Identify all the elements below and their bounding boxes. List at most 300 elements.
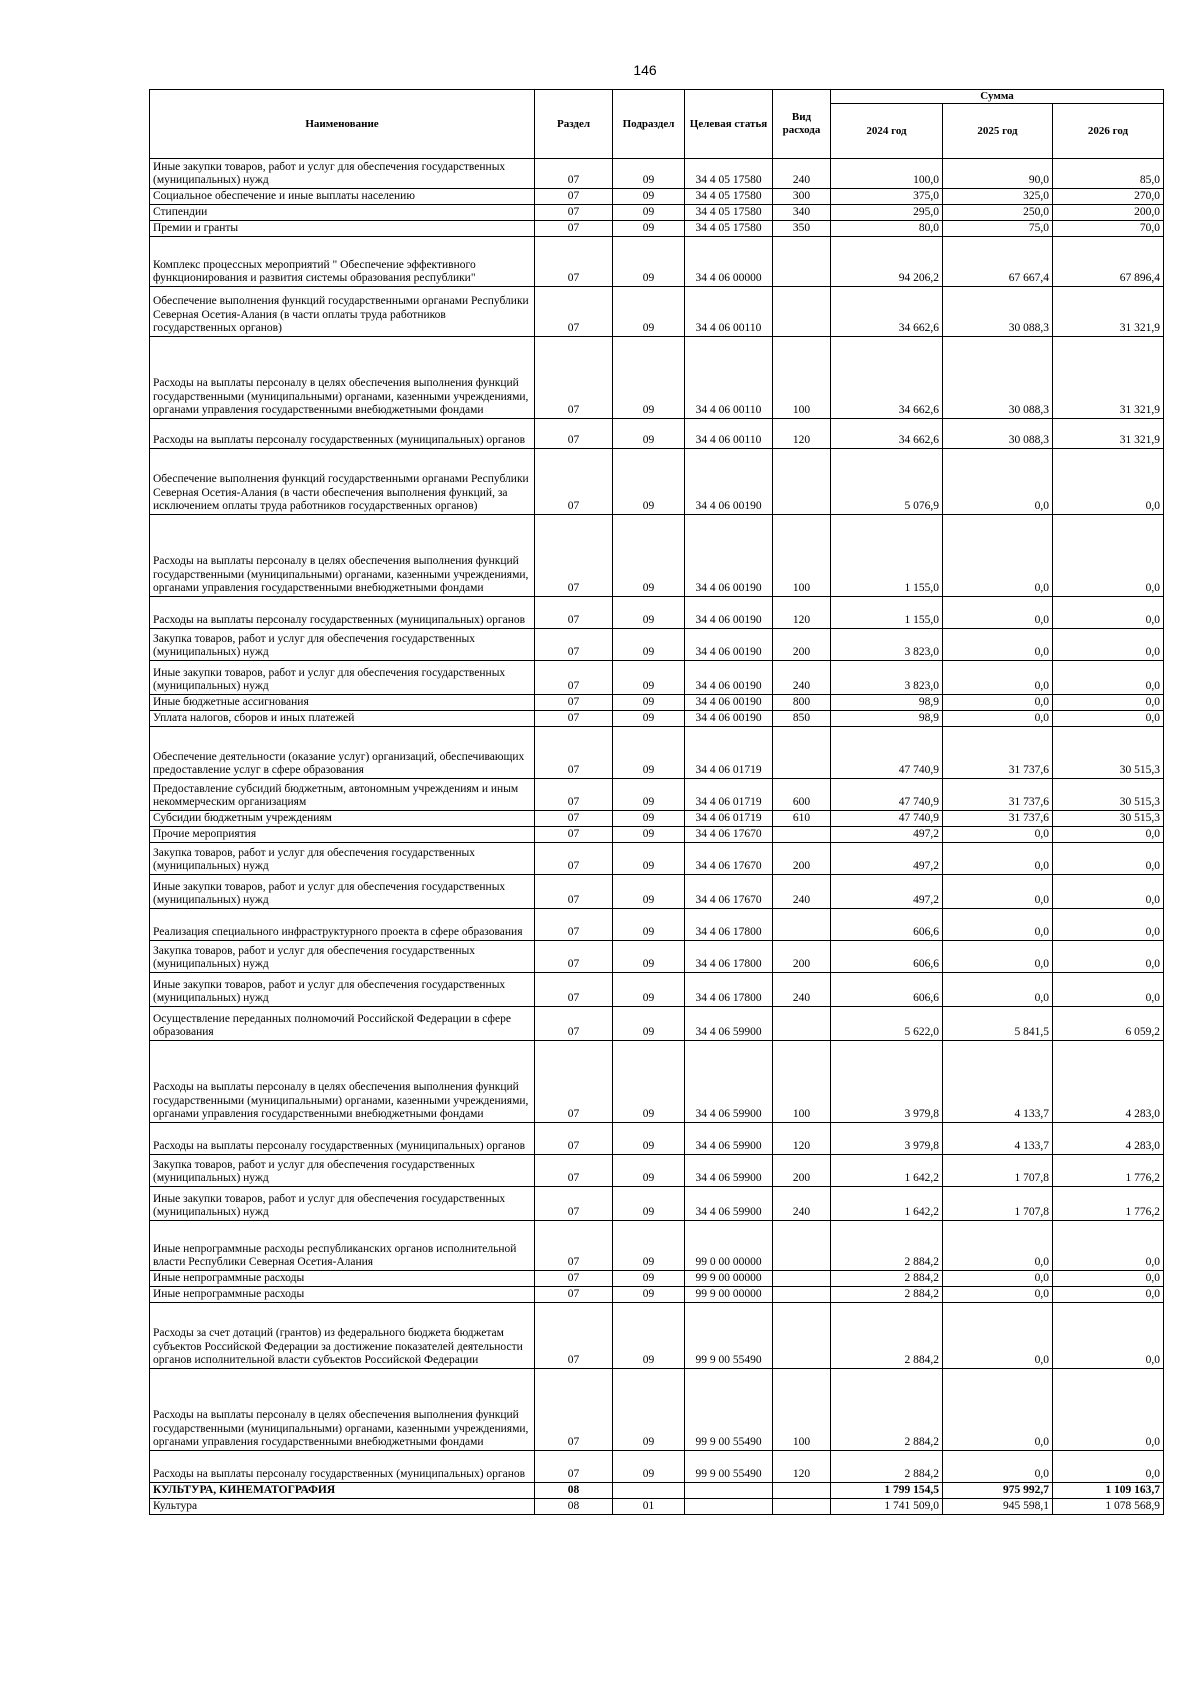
table-body xyxy=(150,159,1164,1515)
cell-podrazdel: 09 xyxy=(613,727,685,779)
cell-2025: 31 737,6 xyxy=(943,779,1053,811)
cell-celevaya: 34 4 06 17670 xyxy=(685,843,773,875)
table-row xyxy=(150,779,1164,811)
cell-2024: 3 979,8 xyxy=(831,1123,943,1155)
cell-2026: 0,0 xyxy=(1053,597,1164,629)
cell-vid xyxy=(773,1287,831,1303)
cell-2024: 2 884,2 xyxy=(831,1369,943,1451)
cell-podrazdel: 09 xyxy=(613,1041,685,1123)
cell-name: Реализация специального инфраструктурного проекта в сфере образования xyxy=(150,909,535,941)
cell-2025: 0,0 xyxy=(943,1271,1053,1287)
cell-razdel: 07 xyxy=(535,287,613,337)
budget-table xyxy=(149,89,1164,1515)
cell-2024: 606,6 xyxy=(831,909,943,941)
cell-celevaya: 34 4 06 17800 xyxy=(685,909,773,941)
cell-celevaya: 34 4 06 00190 xyxy=(685,711,773,727)
cell-podrazdel: 09 xyxy=(613,811,685,827)
cell-razdel: 07 xyxy=(535,909,613,941)
cell-celevaya: 34 4 06 59900 xyxy=(685,1007,773,1041)
cell-2026: 67 896,4 xyxy=(1053,237,1164,287)
cell-celevaya xyxy=(685,1499,773,1515)
cell-razdel: 07 xyxy=(535,205,613,221)
table-row xyxy=(150,1271,1164,1287)
cell-razdel: 08 xyxy=(535,1499,613,1515)
cell-razdel: 07 xyxy=(535,661,613,695)
cell-2026: 0,0 xyxy=(1053,629,1164,661)
cell-2025: 31 737,6 xyxy=(943,727,1053,779)
cell-vid xyxy=(773,827,831,843)
header-vid: Вид расхода xyxy=(773,90,831,159)
cell-celevaya: 34 4 05 17580 xyxy=(685,221,773,237)
header-name: Наименование xyxy=(150,90,535,159)
cell-vid xyxy=(773,727,831,779)
cell-vid: 610 xyxy=(773,811,831,827)
table-row xyxy=(150,337,1164,419)
cell-2024: 375,0 xyxy=(831,189,943,205)
cell-podrazdel: 09 xyxy=(613,337,685,419)
cell-2026: 1 776,2 xyxy=(1053,1187,1164,1221)
cell-razdel: 07 xyxy=(535,1007,613,1041)
cell-podrazdel: 01 xyxy=(613,1499,685,1515)
cell-2025: 0,0 xyxy=(943,661,1053,695)
cell-vid: 240 xyxy=(773,875,831,909)
cell-celevaya: 99 0 00 00000 xyxy=(685,1221,773,1271)
cell-celevaya xyxy=(685,1483,773,1499)
table-row xyxy=(150,1303,1164,1369)
cell-name: Комплекс процессных мероприятий " Обеспечение эффективного функционирования и развития системы образования республики" xyxy=(150,237,535,287)
cell-name: Расходы на выплаты персоналу государственных (муниципальных) органов xyxy=(150,1451,535,1483)
cell-2026: 1 109 163,7 xyxy=(1053,1483,1164,1499)
cell-vid xyxy=(773,909,831,941)
cell-vid: 120 xyxy=(773,1451,831,1483)
table-row xyxy=(150,1155,1164,1187)
cell-2026: 0,0 xyxy=(1053,695,1164,711)
table-row xyxy=(150,875,1164,909)
cell-podrazdel: 09 xyxy=(613,449,685,515)
cell-vid xyxy=(773,237,831,287)
cell-celevaya: 34 4 06 17670 xyxy=(685,875,773,909)
cell-celevaya: 99 9 00 00000 xyxy=(685,1271,773,1287)
cell-podrazdel: 09 xyxy=(613,711,685,727)
cell-2026: 0,0 xyxy=(1053,1271,1164,1287)
cell-vid: 800 xyxy=(773,695,831,711)
cell-celevaya: 34 4 06 01719 xyxy=(685,811,773,827)
table-row xyxy=(150,811,1164,827)
cell-2024: 34 662,6 xyxy=(831,337,943,419)
cell-podrazdel: 09 xyxy=(613,419,685,449)
cell-celevaya: 34 4 06 00110 xyxy=(685,287,773,337)
cell-podrazdel: 09 xyxy=(613,237,685,287)
cell-2025: 325,0 xyxy=(943,189,1053,205)
cell-name: Иные закупки товаров, работ и услуг для обеспечения государственных (муниципальных) нужд xyxy=(150,159,535,189)
cell-2026: 0,0 xyxy=(1053,827,1164,843)
cell-podrazdel: 09 xyxy=(613,661,685,695)
cell-razdel: 07 xyxy=(535,597,613,629)
cell-razdel: 07 xyxy=(535,875,613,909)
cell-2024: 1 155,0 xyxy=(831,597,943,629)
table-row xyxy=(150,515,1164,597)
table-row xyxy=(150,205,1164,221)
cell-2024: 3 823,0 xyxy=(831,629,943,661)
cell-razdel: 07 xyxy=(535,727,613,779)
cell-razdel: 07 xyxy=(535,1155,613,1187)
cell-vid: 240 xyxy=(773,1187,831,1221)
cell-name: Иные закупки товаров, работ и услуг для обеспечения государственных (муниципальных) нужд xyxy=(150,973,535,1007)
cell-2025: 30 088,3 xyxy=(943,419,1053,449)
cell-2026: 4 283,0 xyxy=(1053,1041,1164,1123)
cell-podrazdel: 09 xyxy=(613,189,685,205)
cell-vid: 100 xyxy=(773,337,831,419)
cell-2025: 4 133,7 xyxy=(943,1041,1053,1123)
cell-razdel: 07 xyxy=(535,1271,613,1287)
cell-2024: 2 884,2 xyxy=(831,1287,943,1303)
cell-name: Уплата налогов, сборов и иных платежей xyxy=(150,711,535,727)
cell-2025: 0,0 xyxy=(943,1303,1053,1369)
cell-2025: 0,0 xyxy=(943,909,1053,941)
table-row xyxy=(150,661,1164,695)
cell-podrazdel xyxy=(613,1483,685,1499)
cell-name: Расходы на выплаты персоналу в целях обеспечения выполнения функций государственными (муниципальными) органами, казенными учреждениями, органами управления государственными внебюджетными фондами xyxy=(150,337,535,419)
cell-vid: 100 xyxy=(773,1041,831,1123)
cell-2024: 606,6 xyxy=(831,941,943,973)
cell-2026: 1 078 568,9 xyxy=(1053,1499,1164,1515)
cell-2025: 90,0 xyxy=(943,159,1053,189)
cell-name: Расходы на выплаты персоналу государственных (муниципальных) органов xyxy=(150,597,535,629)
cell-podrazdel: 09 xyxy=(613,1271,685,1287)
table-row xyxy=(150,941,1164,973)
cell-2024: 94 206,2 xyxy=(831,237,943,287)
table-row xyxy=(150,1483,1164,1499)
cell-podrazdel: 09 xyxy=(613,159,685,189)
cell-name: Субсидии бюджетным учреждениям xyxy=(150,811,535,827)
cell-2026: 270,0 xyxy=(1053,189,1164,205)
cell-podrazdel: 09 xyxy=(613,515,685,597)
cell-2026: 0,0 xyxy=(1053,1287,1164,1303)
cell-celevaya: 99 9 00 55490 xyxy=(685,1303,773,1369)
table-row xyxy=(150,189,1164,205)
cell-2026: 0,0 xyxy=(1053,1369,1164,1451)
cell-vid xyxy=(773,1303,831,1369)
table-row xyxy=(150,287,1164,337)
table-row xyxy=(150,727,1164,779)
cell-name: Осуществление переданных полномочий Российской Федерации в сфере образования xyxy=(150,1007,535,1041)
cell-2024: 100,0 xyxy=(831,159,943,189)
cell-name: Расходы на выплаты персоналу государственных (муниципальных) органов xyxy=(150,1123,535,1155)
cell-razdel: 07 xyxy=(535,1369,613,1451)
cell-podrazdel: 09 xyxy=(613,875,685,909)
cell-celevaya: 34 4 05 17580 xyxy=(685,189,773,205)
cell-razdel: 07 xyxy=(535,515,613,597)
table-row xyxy=(150,1007,1164,1041)
cell-podrazdel: 09 xyxy=(613,205,685,221)
cell-celevaya: 99 9 00 55490 xyxy=(685,1451,773,1483)
cell-2026: 30 515,3 xyxy=(1053,727,1164,779)
cell-name: Иные бюджетные ассигнования xyxy=(150,695,535,711)
cell-razdel: 07 xyxy=(535,237,613,287)
cell-razdel: 07 xyxy=(535,1287,613,1303)
cell-razdel: 07 xyxy=(535,1041,613,1123)
cell-2025: 0,0 xyxy=(943,1287,1053,1303)
cell-celevaya: 99 9 00 00000 xyxy=(685,1287,773,1303)
cell-celevaya: 34 4 06 00110 xyxy=(685,337,773,419)
cell-2024: 5 076,9 xyxy=(831,449,943,515)
cell-2024: 606,6 xyxy=(831,973,943,1007)
cell-2024: 98,9 xyxy=(831,695,943,711)
cell-vid: 200 xyxy=(773,1155,831,1187)
cell-2025: 30 088,3 xyxy=(943,287,1053,337)
cell-vid xyxy=(773,1007,831,1041)
cell-vid: 120 xyxy=(773,597,831,629)
table-row xyxy=(150,419,1164,449)
cell-2025: 975 992,7 xyxy=(943,1483,1053,1499)
cell-celevaya: 34 4 06 00190 xyxy=(685,597,773,629)
table-row xyxy=(150,237,1164,287)
table-row xyxy=(150,1123,1164,1155)
cell-vid xyxy=(773,1271,831,1287)
cell-razdel: 08 xyxy=(535,1483,613,1499)
cell-2025: 0,0 xyxy=(943,827,1053,843)
cell-podrazdel: 09 xyxy=(613,779,685,811)
cell-2024: 3 823,0 xyxy=(831,661,943,695)
cell-name: Иные закупки товаров, работ и услуг для обеспечения государственных (муниципальных) нужд xyxy=(150,1187,535,1221)
cell-celevaya: 34 4 06 00190 xyxy=(685,661,773,695)
cell-2025: 0,0 xyxy=(943,1451,1053,1483)
cell-2025: 1 707,8 xyxy=(943,1187,1053,1221)
cell-name: Расходы на выплаты персоналу государственных (муниципальных) органов xyxy=(150,419,535,449)
cell-razdel: 07 xyxy=(535,221,613,237)
cell-name: Иные непрограммные расходы xyxy=(150,1271,535,1287)
cell-celevaya: 34 4 05 17580 xyxy=(685,205,773,221)
cell-2025: 30 088,3 xyxy=(943,337,1053,419)
cell-vid: 100 xyxy=(773,1369,831,1451)
cell-razdel: 07 xyxy=(535,1303,613,1369)
table-row xyxy=(150,711,1164,727)
cell-2024: 47 740,9 xyxy=(831,811,943,827)
cell-2024: 47 740,9 xyxy=(831,779,943,811)
cell-celevaya: 34 4 06 59900 xyxy=(685,1041,773,1123)
cell-razdel: 07 xyxy=(535,973,613,1007)
cell-vid: 600 xyxy=(773,779,831,811)
cell-podrazdel: 09 xyxy=(613,1007,685,1041)
cell-razdel: 07 xyxy=(535,419,613,449)
cell-2026: 0,0 xyxy=(1053,843,1164,875)
cell-2026: 0,0 xyxy=(1053,941,1164,973)
cell-razdel: 07 xyxy=(535,843,613,875)
table-row xyxy=(150,1369,1164,1451)
cell-2026: 0,0 xyxy=(1053,1303,1164,1369)
cell-2026: 0,0 xyxy=(1053,1221,1164,1271)
cell-razdel: 07 xyxy=(535,1221,613,1271)
cell-2025: 0,0 xyxy=(943,1369,1053,1451)
cell-name: Социальное обеспечение и иные выплаты населению xyxy=(150,189,535,205)
table-row xyxy=(150,1499,1164,1515)
cell-vid: 200 xyxy=(773,941,831,973)
cell-vid: 120 xyxy=(773,1123,831,1155)
cell-2024: 80,0 xyxy=(831,221,943,237)
cell-name: Обеспечение деятельности (оказание услуг) организаций, обеспечивающих предоставление услуг в сфере образования xyxy=(150,727,535,779)
cell-2025: 0,0 xyxy=(943,515,1053,597)
cell-podrazdel: 09 xyxy=(613,1287,685,1303)
cell-vid xyxy=(773,287,831,337)
cell-2025: 0,0 xyxy=(943,1221,1053,1271)
cell-name: Иные непрограммные расходы республиканских органов исполнительной власти Республики Северная Осетия-Алания xyxy=(150,1221,535,1271)
cell-2024: 34 662,6 xyxy=(831,287,943,337)
table-row xyxy=(150,1287,1164,1303)
cell-2024: 3 979,8 xyxy=(831,1041,943,1123)
cell-vid xyxy=(773,1499,831,1515)
cell-2026: 0,0 xyxy=(1053,909,1164,941)
cell-2025: 0,0 xyxy=(943,843,1053,875)
cell-2026: 30 515,3 xyxy=(1053,811,1164,827)
cell-2024: 1 741 509,0 xyxy=(831,1499,943,1515)
cell-podrazdel: 09 xyxy=(613,1303,685,1369)
cell-vid: 240 xyxy=(773,159,831,189)
cell-podrazdel: 09 xyxy=(613,1155,685,1187)
cell-razdel: 07 xyxy=(535,449,613,515)
cell-name: Иные непрограммные расходы xyxy=(150,1287,535,1303)
cell-2026: 0,0 xyxy=(1053,711,1164,727)
cell-podrazdel: 09 xyxy=(613,1123,685,1155)
header-2025: 2025 год xyxy=(943,104,1053,159)
cell-vid xyxy=(773,1483,831,1499)
cell-celevaya: 34 4 06 01719 xyxy=(685,779,773,811)
cell-name: Обеспечение выполнения функций государственными органами Республики Северная Осетия-Алания (в части обеспечения выполнения функций, за исключением оплаты труда работников государственных органов) xyxy=(150,449,535,515)
cell-name: Обеспечение выполнения функций государственными органами Республики Северная Осетия-Алания (в части оплаты труда работников государственных органов) xyxy=(150,287,535,337)
cell-vid: 100 xyxy=(773,515,831,597)
cell-celevaya: 34 4 06 00190 xyxy=(685,629,773,661)
cell-name: Расходы за счет дотаций (грантов) из федерального бюджета бюджетам субъектов Российской Федерации за достижение показателей деятельности органов исполнительной власти субъектов Российской Федерации xyxy=(150,1303,535,1369)
cell-podrazdel: 09 xyxy=(613,287,685,337)
header-2026: 2026 год xyxy=(1053,104,1164,159)
cell-podrazdel: 09 xyxy=(613,1187,685,1221)
table-row xyxy=(150,1221,1164,1271)
table-row xyxy=(150,695,1164,711)
cell-celevaya: 99 9 00 55490 xyxy=(685,1369,773,1451)
cell-podrazdel: 09 xyxy=(613,827,685,843)
cell-celevaya: 34 4 06 59900 xyxy=(685,1187,773,1221)
table-row xyxy=(150,843,1164,875)
table-row xyxy=(150,1041,1164,1123)
cell-name: Расходы на выплаты персоналу в целях обеспечения выполнения функций государственными (муниципальными) органами, казенными учреждениями, органами управления государственными внебюджетными фондами xyxy=(150,515,535,597)
cell-2024: 98,9 xyxy=(831,711,943,727)
cell-name: Премии и гранты xyxy=(150,221,535,237)
cell-celevaya: 34 4 06 17670 xyxy=(685,827,773,843)
cell-celevaya: 34 4 05 17580 xyxy=(685,159,773,189)
cell-vid: 850 xyxy=(773,711,831,727)
cell-2025: 0,0 xyxy=(943,695,1053,711)
cell-razdel: 07 xyxy=(535,629,613,661)
cell-2026: 0,0 xyxy=(1053,875,1164,909)
cell-celevaya: 34 4 06 00190 xyxy=(685,449,773,515)
table-row xyxy=(150,449,1164,515)
cell-2024: 497,2 xyxy=(831,827,943,843)
table-row xyxy=(150,1451,1164,1483)
cell-2026: 31 321,9 xyxy=(1053,337,1164,419)
cell-razdel: 07 xyxy=(535,827,613,843)
cell-2024: 1 642,2 xyxy=(831,1155,943,1187)
cell-podrazdel: 09 xyxy=(613,973,685,1007)
cell-razdel: 07 xyxy=(535,1123,613,1155)
cell-2026: 0,0 xyxy=(1053,515,1164,597)
cell-2024: 2 884,2 xyxy=(831,1451,943,1483)
cell-razdel: 07 xyxy=(535,159,613,189)
cell-2025: 75,0 xyxy=(943,221,1053,237)
cell-2024: 497,2 xyxy=(831,875,943,909)
cell-2025: 0,0 xyxy=(943,973,1053,1007)
page-number: 146 xyxy=(633,62,657,78)
table-row xyxy=(150,909,1164,941)
cell-2024: 2 884,2 xyxy=(831,1271,943,1287)
cell-name: Расходы на выплаты персоналу в целях обеспечения выполнения функций государственными (муниципальными) органами, казенными учреждениями, органами управления государственными внебюджетными фондами xyxy=(150,1041,535,1123)
cell-vid: 300 xyxy=(773,189,831,205)
header-celevaya: Целевая статья xyxy=(685,90,773,159)
cell-name: Предоставление субсидий бюджетным, автономным учреждениям и иным некоммерческим организациям xyxy=(150,779,535,811)
header-podrazdel: Подраздел xyxy=(613,90,685,159)
table-row xyxy=(150,597,1164,629)
cell-2026: 30 515,3 xyxy=(1053,779,1164,811)
cell-podrazdel: 09 xyxy=(613,221,685,237)
cell-2025: 0,0 xyxy=(943,629,1053,661)
cell-celevaya: 34 4 06 00110 xyxy=(685,419,773,449)
cell-2025: 1 707,8 xyxy=(943,1155,1053,1187)
cell-celevaya: 34 4 06 17800 xyxy=(685,941,773,973)
cell-name: КУЛЬТУРА, КИНЕМАТОГРАФИЯ xyxy=(150,1483,535,1499)
table-row xyxy=(150,827,1164,843)
cell-2024: 2 884,2 xyxy=(831,1303,943,1369)
cell-2025: 0,0 xyxy=(943,711,1053,727)
cell-podrazdel: 09 xyxy=(613,1221,685,1271)
cell-razdel: 07 xyxy=(535,189,613,205)
cell-vid: 240 xyxy=(773,661,831,695)
cell-2026: 31 321,9 xyxy=(1053,419,1164,449)
cell-vid xyxy=(773,449,831,515)
cell-vid: 240 xyxy=(773,973,831,1007)
cell-name: Закупка товаров, работ и услуг для обеспечения государственных (муниципальных) нужд xyxy=(150,629,535,661)
cell-2025: 4 133,7 xyxy=(943,1123,1053,1155)
cell-podrazdel: 09 xyxy=(613,629,685,661)
cell-razdel: 07 xyxy=(535,337,613,419)
cell-razdel: 07 xyxy=(535,811,613,827)
header-2024: 2024 год xyxy=(831,104,943,159)
cell-razdel: 07 xyxy=(535,1451,613,1483)
header-summa: Сумма xyxy=(831,90,1164,104)
cell-2024: 5 622,0 xyxy=(831,1007,943,1041)
cell-2024: 2 884,2 xyxy=(831,1221,943,1271)
cell-podrazdel: 09 xyxy=(613,1451,685,1483)
cell-celevaya: 34 4 06 00190 xyxy=(685,695,773,711)
cell-podrazdel: 09 xyxy=(613,1369,685,1451)
cell-2026: 4 283,0 xyxy=(1053,1123,1164,1155)
cell-2026: 0,0 xyxy=(1053,661,1164,695)
cell-vid: 350 xyxy=(773,221,831,237)
cell-razdel: 07 xyxy=(535,779,613,811)
cell-2025: 0,0 xyxy=(943,449,1053,515)
cell-podrazdel: 09 xyxy=(613,843,685,875)
cell-2026: 200,0 xyxy=(1053,205,1164,221)
cell-podrazdel: 09 xyxy=(613,695,685,711)
cell-celevaya: 34 4 06 17800 xyxy=(685,973,773,1007)
cell-2025: 250,0 xyxy=(943,205,1053,221)
cell-podrazdel: 09 xyxy=(613,941,685,973)
header-razdel: Раздел xyxy=(535,90,613,159)
cell-razdel: 07 xyxy=(535,711,613,727)
table-row xyxy=(150,973,1164,1007)
cell-2026: 70,0 xyxy=(1053,221,1164,237)
cell-vid: 340 xyxy=(773,205,831,221)
cell-razdel: 07 xyxy=(535,941,613,973)
cell-vid xyxy=(773,1221,831,1271)
cell-name: Закупка товаров, работ и услуг для обеспечения государственных (муниципальных) нужд xyxy=(150,941,535,973)
